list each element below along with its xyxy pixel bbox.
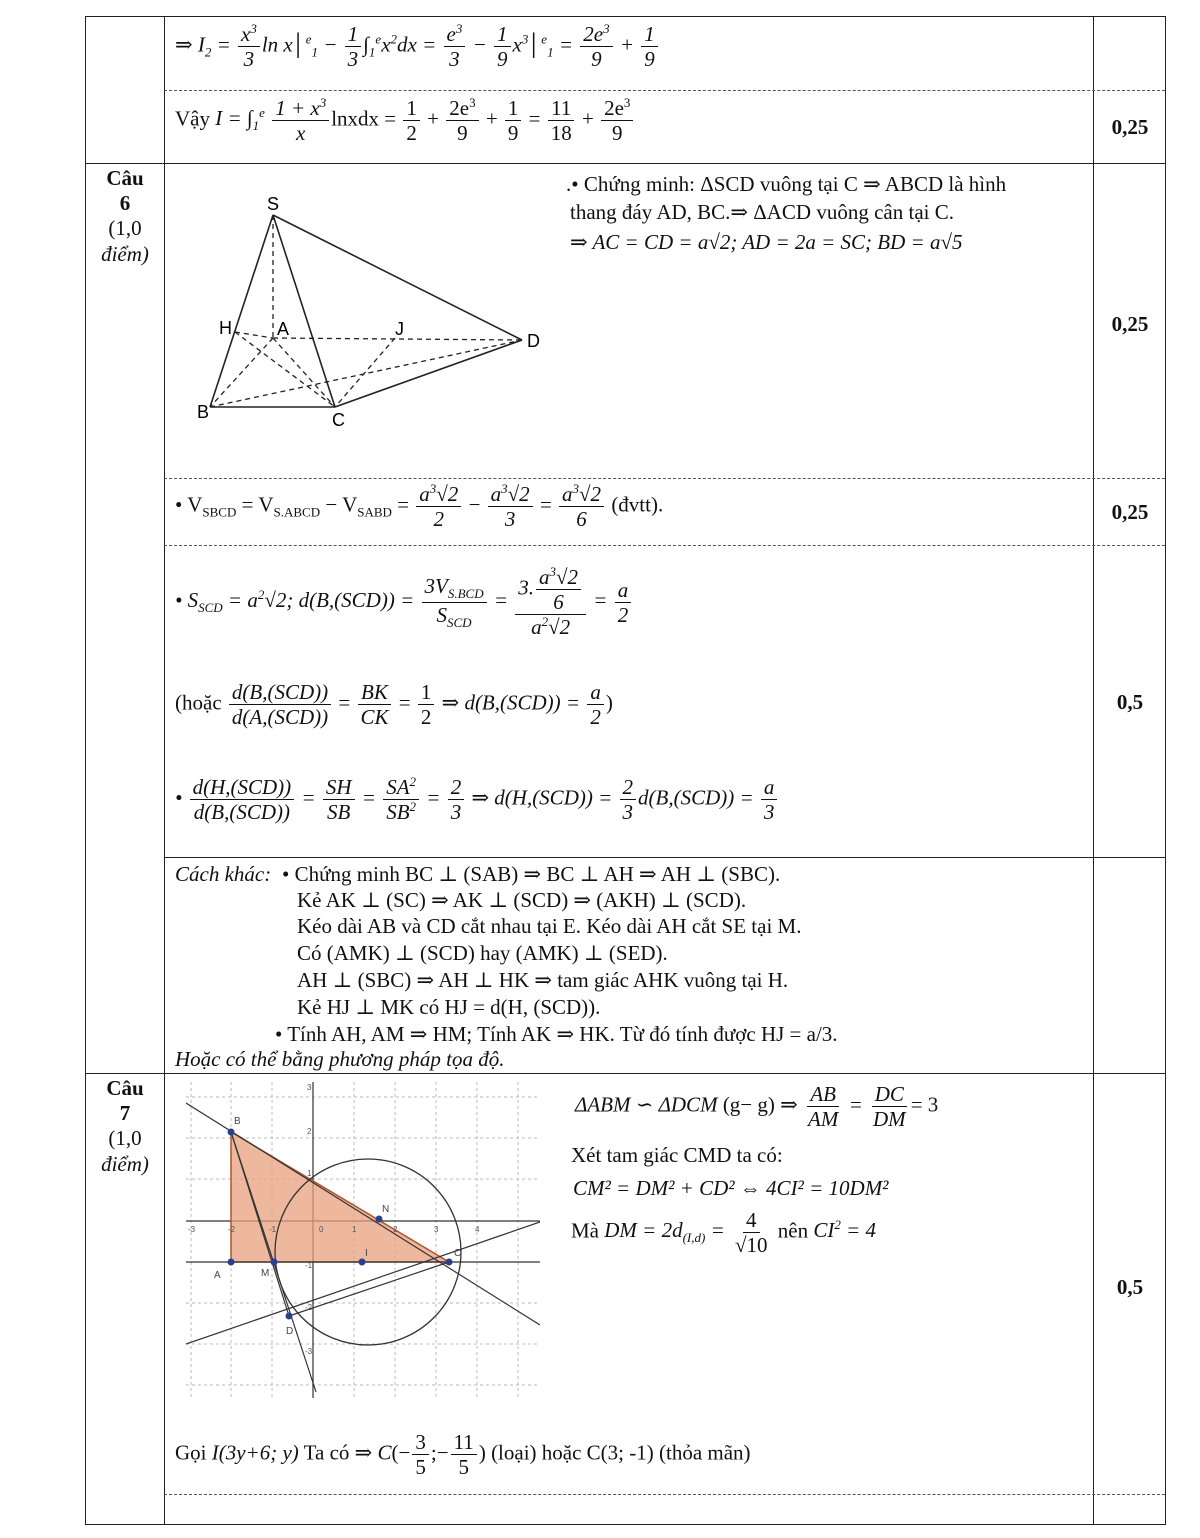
row-divider bbox=[85, 163, 1166, 164]
tick-x: 1 bbox=[352, 1225, 357, 1234]
table-border-left bbox=[85, 16, 86, 1524]
table-border-right bbox=[1165, 16, 1166, 1524]
question-7-label bbox=[88, 1076, 162, 1177]
tick-x: -3 bbox=[188, 1225, 196, 1234]
q6-dist-formula1: • $S_{SCD} = a^2√2$; d(B,(SCD)) = $3V_{S.BCD}$ $S_{SCD}$ = 3. $\frac{a^3√2}{6}$ $a^2√2$ = $\frac{a}{2}$ bbox=[175, 565, 633, 639]
tick-y: 3 bbox=[307, 1083, 312, 1092]
q7-similarity: ΔABM ∽ ΔDCM (g− g) ⇒ $\frac{AB}{AM}$ = $\frac{DC}{DM}$ = 3 bbox=[575, 1082, 939, 1132]
label-B: B bbox=[197, 402, 210, 422]
alt-line: • Tính AH, AM ⇒ HM; Tính AK ⇒ HK. Từ đó tính được HJ = a/3. bbox=[275, 1022, 838, 1046]
label-D: D bbox=[527, 331, 540, 351]
tick-x: -1 bbox=[269, 1225, 277, 1234]
label-I: I bbox=[365, 1248, 368, 1259]
alt-footer: Hoặc có thể bằng phương pháp tọa độ. bbox=[175, 1047, 505, 1071]
row-divider bbox=[85, 1073, 1166, 1074]
tick-y: 1 bbox=[307, 1169, 312, 1178]
pyramid-figure bbox=[185, 180, 555, 440]
row-divider bbox=[164, 857, 1165, 858]
label-H: H bbox=[219, 318, 232, 338]
q7-last-line: Gọi I(3y+6; y) Ta có ⇒ C(− $\frac{3}{5}$ ;− $\frac{11}{5}$ ) (loại) hoặc C(3; -1) (thỏa mãn) bbox=[175, 1430, 751, 1480]
label-M: M bbox=[261, 1268, 270, 1279]
row1-formula: ⇒ $I_2$ = $\frac{x^3}{3}$ ln x│$^e_1$ − $\frac{1}{3}$ $\int_1^ex^2dx$ = $\frac{e^3}{3}$ − $\frac{1}{9}$ $x^3│^e_1$ = $\frac{2e^3}{9}$ + $\frac{1}{9}$ bbox=[175, 22, 660, 71]
label-B: B bbox=[234, 1116, 241, 1127]
q7-cau: Câu bbox=[106, 1076, 144, 1100]
tick-y: 2 bbox=[307, 1127, 312, 1136]
q7-line3: CM² = DM² + CD² ⇔ 4CI² = 10DM² bbox=[573, 1176, 889, 1200]
row-divider bbox=[85, 1524, 1166, 1525]
label-J: J bbox=[395, 319, 404, 339]
score-q6-2: 0,25 bbox=[1111, 500, 1149, 524]
alt-line: • Chứng minh BC ⊥ (SAB) ⇒ BC ⊥ AH ⇒ AH ⊥ (SBC). bbox=[282, 862, 781, 886]
q7-line4-prefix: Mà bbox=[571, 1218, 599, 1243]
q7-diem: điểm) bbox=[101, 1151, 149, 1176]
q6-proof-line1: .• Chứng minh: ΔSCD vuông tại C ⇒ ABCD là hình bbox=[566, 172, 1007, 196]
question-6-label bbox=[88, 166, 162, 267]
q6-dist-formula3: • d(H,(SCD)) d(B,(SCD)) = $\frac{SH}{SB}$ = $\frac{SA^2}{SB^2}$ = $\frac{2}{3}$ ⇒ d(H,(SCD)) = $\frac{2}{3}$ d(B,(SCD)) = $\frac{a}{3}$ bbox=[175, 775, 779, 824]
tick-x: 2 bbox=[393, 1225, 398, 1234]
label-A: A bbox=[214, 1270, 221, 1281]
tick-y: -3 bbox=[305, 1347, 313, 1356]
q6-volume-formula: • $V_{SBCD} = V_{S.ABCD} - V_{SABD}$ = $\frac{a^3√2}{2}$ − $\frac{a^3√2}{3}$ = $\frac{a^3√2}{6}$ (đvtt). bbox=[175, 481, 664, 532]
label-N: N bbox=[382, 1204, 390, 1215]
q6-dist-formula2: (hoặc d(B,(SCD)) d(A,(SCD)) = $\frac{BK}{CK}$ = $\frac{1}{2}$ ⇒ d(B,(SCD)) = $\frac{a}{2}$ ) bbox=[175, 680, 613, 730]
row2-prefix: Vậy bbox=[175, 106, 210, 131]
alt-line: Có (AMK) ⊥ (SCD) hay (AMK) ⊥ (SED). bbox=[297, 941, 668, 965]
alt-line: Kéo dài AB và CD cắt nhau tại E. Kéo dài AH cắt SE tại M. bbox=[297, 914, 802, 938]
row-divider bbox=[164, 1494, 1165, 1495]
q7-line4-mid: nên bbox=[777, 1218, 809, 1243]
tick-x: 4 bbox=[475, 1225, 480, 1234]
q6-proof-line3: ⇒ AC = CD = a√2; AD = 2a = SC; BD = a√5 bbox=[570, 230, 963, 254]
q6-volume-unit: (đvtt). bbox=[611, 492, 664, 517]
q7-line2: Xét tam giác CMD ta có: bbox=[571, 1143, 783, 1167]
q7-line4: Mà DM = $2d_{(I,d)}$ = $\frac{4}{√10}$ nên $CI^2 = 4$ bbox=[571, 1208, 877, 1258]
q7-points: (1,0 bbox=[108, 1126, 142, 1151]
q6-proof-line2: thang đáy AD, BC.⇒ ΔACD vuông cân tại C. bbox=[570, 200, 954, 224]
label-D: D bbox=[286, 1326, 294, 1337]
alt-line: AH ⊥ (SBC) ⇒ AH ⊥ HK ⇒ tam giác AHK vuông tại H. bbox=[297, 968, 789, 992]
q7-gg: (g− g) bbox=[722, 1092, 775, 1117]
q6-cau: Câu bbox=[106, 166, 144, 190]
label-S: S bbox=[267, 194, 280, 214]
row-divider bbox=[164, 478, 1165, 479]
alt-label: Cách khác: bbox=[175, 862, 272, 886]
score-q7: 0,5 bbox=[1116, 1275, 1144, 1299]
q7-num: 7 bbox=[119, 1101, 131, 1126]
row-divider bbox=[164, 90, 1165, 91]
alt-line: Kẻ HJ ⊥ MK có HJ = d(H, (SCD)). bbox=[297, 995, 601, 1019]
q6-points: (1,0 bbox=[108, 216, 142, 241]
tick-x: 0 bbox=[319, 1225, 324, 1234]
label-C: C bbox=[332, 410, 345, 430]
label-A: A bbox=[277, 319, 290, 339]
row2-formula: Vậy $I = \int_1^e$ $\frac{1 + x^3}{x}$ lnxdx = $\frac{1}{2}$ + $\frac{2e^3}{9}$ + $\frac{1}{9}$ = $\frac{11}{18}$ + $\frac{2e^3}{9}$ bbox=[175, 96, 635, 145]
score-q6-1: 0,25 bbox=[1111, 312, 1149, 336]
row-divider bbox=[85, 16, 1166, 17]
table-border-col2 bbox=[1093, 16, 1094, 1524]
q6-num: 6 bbox=[119, 191, 131, 216]
row-divider bbox=[164, 545, 1165, 546]
alt-line: Kẻ AK ⊥ (SC) ⇒ AK ⊥ (SCD) ⇒ (AKH) ⊥ (SCD). bbox=[297, 888, 747, 912]
q7-last-tail: (loại) hoặc C(3; -1) (thỏa mãn) bbox=[491, 1440, 751, 1465]
label-C: C bbox=[454, 1248, 462, 1259]
coordinate-figure bbox=[186, 1082, 540, 1398]
tick-y: -1 bbox=[305, 1261, 313, 1270]
tick-y: -2 bbox=[305, 1303, 313, 1312]
tick-x: 3 bbox=[434, 1225, 439, 1234]
q6-diem: điểm) bbox=[101, 241, 149, 266]
tick-x: -2 bbox=[228, 1225, 236, 1234]
table-border-col1 bbox=[164, 16, 165, 1524]
score-row2: 0,25 bbox=[1111, 115, 1149, 139]
score-q6-3: 0,5 bbox=[1116, 690, 1144, 714]
